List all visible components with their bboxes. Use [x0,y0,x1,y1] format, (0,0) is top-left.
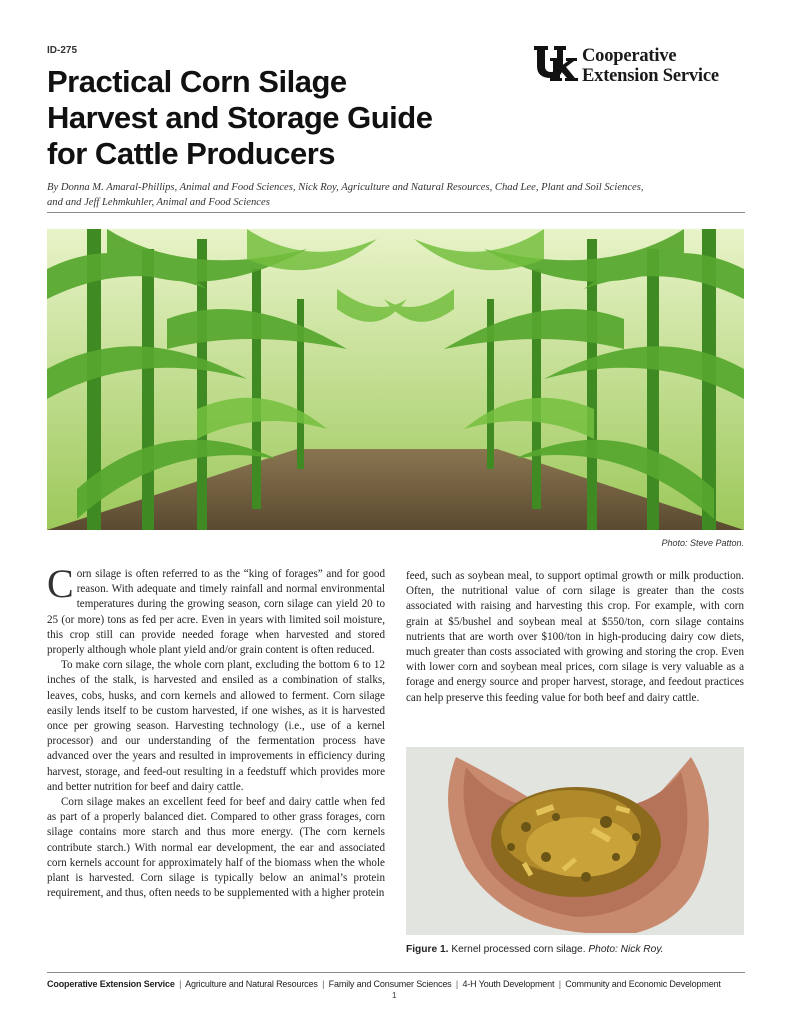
logo-line1: Cooperative [582,46,677,66]
figure-photo-credit: Photo: Nick Roy. [588,944,664,955]
footer-item-family-consumer: Family and Consumer Sciences [328,979,452,989]
footer-item-agriculture: Agriculture and Natural Resources [185,979,318,989]
page-number: 1 [392,991,397,1000]
document-id: ID-275 [47,45,78,56]
body-column-right [406,569,744,706]
footer-divider [47,972,745,973]
figure-label: Figure 1. [406,944,449,955]
authors-line1: By Donna M. Amaral-Phillips, Animal and Food Sciences, Nick Roy, Agriculture and Natural Resources, Chad Lee, Plant and Soil Sciences, [47,182,644,193]
footer-item-community: Community and Economic Development [565,979,721,989]
header-divider [47,212,745,213]
drop-cap: C [47,561,74,606]
footer-separator: | [322,979,325,989]
corn-field-photo [47,229,744,530]
authors-byline [47,181,747,210]
footer [47,979,745,989]
paragraph-intro-text: orn silage is often referred to as the “king of forages” and for good reason. With adequate and timely rainfall and normal environmental temperatures during the growing season, corn silage can yield 20 to 25 (or more) tons as fed per acre. Even in years with limited soil moisture, this crop still can provide needed forage when harvested and stored properly although whole plant yield and/or grain content is often reduced. [47,568,385,657]
paragraph-nutrition: feed, such as soybean meal, to support optimal growth or milk production. Often, the nutritional value of corn silage is greater than the costs associated with raising and harvesting this crop. For example, with corn grain at $5/bushel and soybean meal at $550/ton, corn silage contains nutrients that are worth over $100/ton in high-producing dairy cow diets, much greater than costs associated with growing and storing the crop. Even with lower corn and soybean meal prices, corn silage is very valuable as a forage and energy source and proper harvest, storage, and feedout practices can help preserve this feeding value for both beef and dairy cattle. [406,570,744,704]
footer-separator: | [179,979,182,989]
paragraph-feed-value: Corn silage makes an excellent feed for beef and dairy cattle when fed as part of a properly balanced diet. Compared to other grass forages, corn silage contains more starch and thus more energy. (The corn kernels contribute starch.) With normal ear development, the ear and associated corn kernels account for approximately half of the biomass when the whole plant is harvested. Corn silage is typically below an animal’s protein requirement, and thus, often needs to be supplemented with a higher protein [47,796,385,900]
logo-line2: Extension Service [582,66,719,86]
title-line2: Harvest and Storage Guide [47,100,433,135]
footer-separator: | [558,979,561,989]
uk-logo-icon [532,44,578,84]
figure-caption [406,944,664,955]
page-title [47,64,517,172]
footer-separator: | [455,979,459,989]
hands-holding-silage-photo [406,747,744,935]
paragraph-making-silage: To make corn silage, the whole corn plant, excluding the bottom 6 to 12 inches of the stalk, is harvested and ensiled as a combination of stalks, leaves, cobs, husks, and corn kernels and allowed to ferment. Corn silage easily lends itself to be custom harvested, if one wishes, as it is harvested once per growing season. Harvesting technology (i.e., use of a kernel processor) and our understanding of the fermentation process have advanced over the years and resulted in improvements in efficiency during harvest, storage, and feed-out resulting in a feedstuff which provides more and better nutrition for beef and dairy cattle. [47,659,385,793]
title-line3: for Cattle Producers [47,136,336,171]
footer-item-cooperative-extension: Cooperative Extension Service [47,979,175,989]
authors-line2: and and Jeff Lehmkuhler, Animal and Food Sciences [47,196,270,208]
figure-caption-text: Kernel processed corn silage. [451,944,586,955]
title-line1: Practical Corn Silage [47,64,347,99]
footer-item-4h: 4-H Youth Development [462,979,555,989]
extension-logo [532,44,752,90]
body-column-left [47,561,385,901]
paragraph-intro [47,561,385,658]
hero-photo-credit: Photo: Steve Patton. [661,538,744,548]
